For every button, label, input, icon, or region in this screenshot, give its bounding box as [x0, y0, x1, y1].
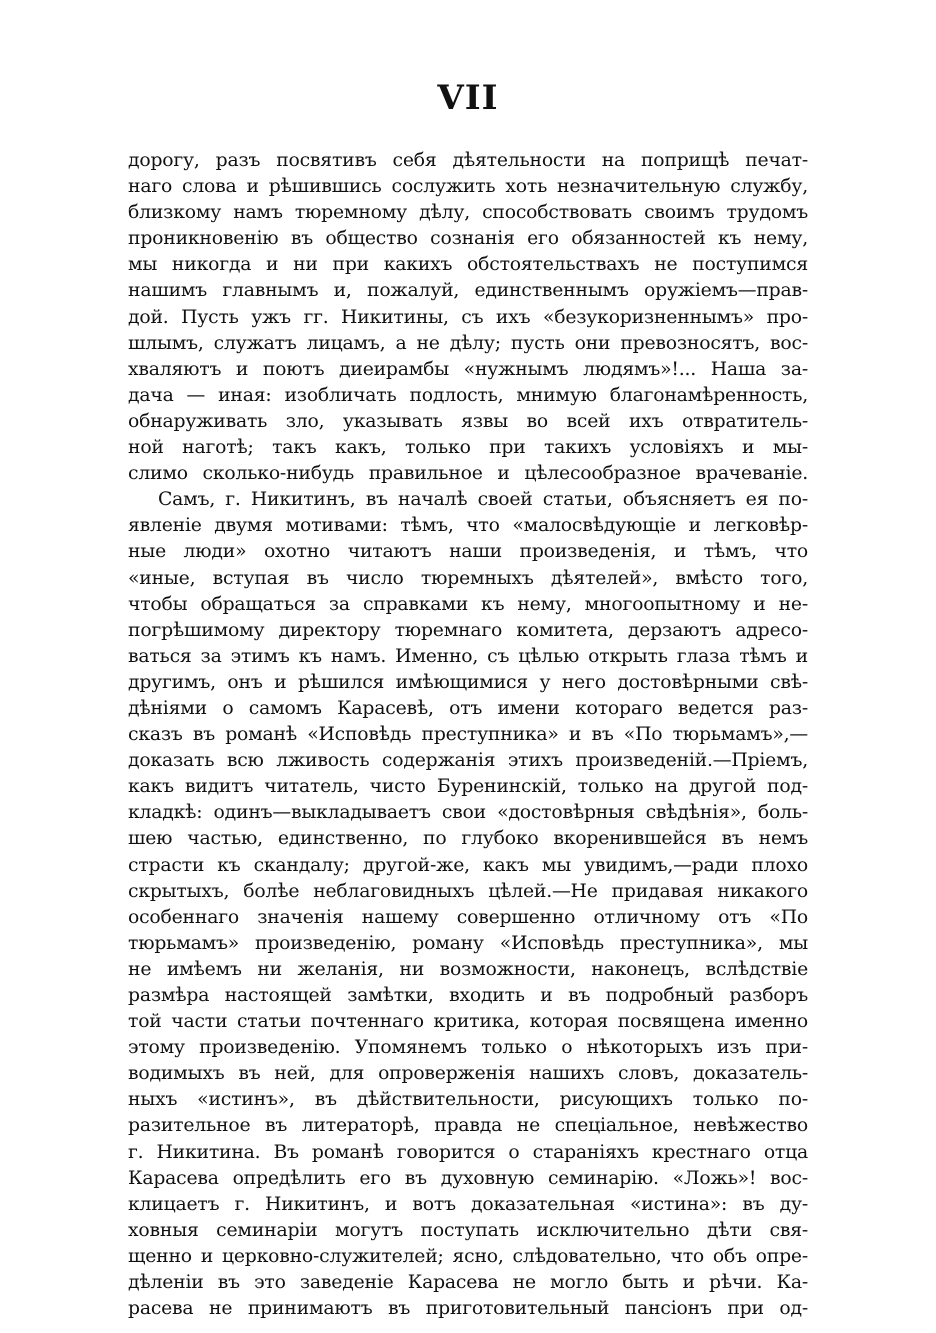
paragraph-2	[128, 487, 808, 1322]
text-line: ваться за этимъ къ намъ. Именно, съ цѣлью открыть глаза тѣмъ и	[128, 645, 808, 667]
text-line: водимыхъ въ ней, для опроверженія нашихъ словъ, доказатель-	[128, 1063, 808, 1085]
text-line: Карасева опредѣлить его въ духовную семинарію. «Ложь»! вос-	[128, 1167, 808, 1189]
text-line: другимъ, онъ и рѣшился имѣющимися у него достовѣрными свѣ-	[128, 671, 808, 693]
text-line: нашимъ главнымъ и, пожалуй, единственнымъ оружіемъ—прав-	[128, 280, 808, 302]
text-line: разительное въ литераторѣ, правда не спеціальное, невѣжество	[128, 1115, 808, 1137]
text-line: особеннаго значенія нашему совершенно отличному отъ «По	[128, 906, 808, 928]
text-line: сказъ въ романѣ «Исповѣдь преступника» и въ «По тюрьмамъ»,—	[128, 724, 808, 746]
text-line: скрытыхъ, болѣе неблаговидныхъ цѣлей.—Не придавая никакого	[128, 880, 808, 902]
text-line: дѣленіи въ это заведеніе Карасева не могло быть и рѣчи. Ка-	[128, 1272, 808, 1294]
text-line: проникновенію въ общество сознанія его обязанностей къ нему,	[128, 228, 808, 250]
text-line: погрѣшимому директору тюремнаго комитета, дерзаютъ адресо-	[128, 619, 808, 641]
text-line: ныхъ «истинъ», въ дѣйствительности, рисующихъ только по-	[128, 1089, 808, 1111]
text-line: той части статьи почтеннаго критика, которая посвящена именно	[128, 1011, 808, 1033]
text-line: не имѣемъ ни желанія, ни возможности, наконецъ, вслѣдствіе	[128, 958, 808, 980]
text-line: шею частью, единственно, по глубоко вкоренившейся въ немъ	[128, 828, 808, 850]
text-line: наго слова и рѣшившись сослужить хоть незначительную службу,	[128, 176, 808, 198]
text-line: размѣра настоящей замѣтки, входить и въ подробный разборъ	[128, 985, 808, 1006]
text-line: ховныя семинаріи могутъ поступать исключительно дѣти свя-	[128, 1219, 808, 1241]
text-line: этому произведенію. Упомянемъ только о нѣкоторыхъ изъ при-	[128, 1037, 808, 1059]
text-line: какъ видитъ читатель, чисто Буренинскій, только на другой под-	[128, 776, 808, 798]
text-line: обнаруживать зло, указывать язвы во всей ихъ отвратитель-	[128, 410, 808, 432]
text-line: дача — иная: изобличать подлость, мнимую благонамѣренность,	[128, 384, 808, 406]
text-line: Самъ, г. Никитинъ, въ началѣ своей статьи, объясняетъ ея по-	[158, 489, 808, 511]
text-line: дой. Пусть ужъ гг. Никитины, съ ихъ «безукоризненнымъ» про-	[128, 306, 808, 328]
text-line: ные люди» охотно читаютъ наши произведенія, и тѣмъ, что	[128, 541, 808, 563]
text-line: мы никогда и ни при какихъ обстоятельствахъ не поступимся	[128, 254, 808, 276]
text-line: г. Никитина. Въ романѣ говорится о стараніяхъ крестнаго отца	[128, 1141, 808, 1163]
text-line: дорогу, разъ посвятивъ себя дѣятельности на поприщѣ печат-	[128, 150, 808, 171]
text-line: дѣніями о самомъ Карасевѣ, отъ имени котораго ведется раз-	[128, 697, 808, 719]
text-line: «иные, вступая въ число тюремныхъ дѣятелей», вмѣсто того,	[128, 567, 808, 589]
text-line: щенно и церковно-служителей; ясно, слѣдовательно, что объ опре-	[128, 1245, 808, 1267]
text-line: расева не принимаютъ въ приготовительный пансіонъ при од-	[128, 1298, 808, 1320]
text-line: доказать всю лживость содержанія этихъ произведеній.—Пріемъ,	[128, 750, 808, 772]
text-line: чтобы обращаться за справками къ нему, многоопытному и не-	[128, 593, 808, 615]
text-line: слимо сколько-нибудь правильное и цѣлесообразное врачеваніе.	[128, 463, 808, 485]
body-text	[128, 148, 808, 1322]
text-line: тюрьмамъ» произведенію, роману «Исповѣдь преступника», мы	[128, 932, 808, 954]
text-line: хваляютъ и поютъ диеирамбы «нужнымъ людямъ»!... Наша за-	[128, 358, 808, 380]
text-line: шлымъ, служатъ лицамъ, а не дѣлу; пусть они превозносятъ, вос-	[128, 332, 808, 354]
text-line: клицаетъ г. Никитинъ, и вотъ доказательная «истина»: въ ду-	[128, 1193, 808, 1215]
text-line: явленіе двумя мотивами: тѣмъ, что «малосвѣдующіе и легковѣр-	[128, 515, 808, 537]
text-line: близкому намъ тюремному дѣлу, способствовать своимъ трудомъ	[128, 202, 808, 224]
text-line: ной наготѣ; такъ какъ, только при такихъ условіяхъ и мы-	[128, 437, 808, 459]
text-line: страсти къ скандалу; другой-же, какъ мы увидимъ,—ради плохо	[128, 854, 808, 876]
page-number: VII	[437, 78, 499, 118]
paragraph-1	[128, 148, 808, 487]
text-line: кладкѣ: одинъ—выкладываетъ свои «достовѣрныя свѣдѣнія», боль-	[128, 802, 808, 824]
